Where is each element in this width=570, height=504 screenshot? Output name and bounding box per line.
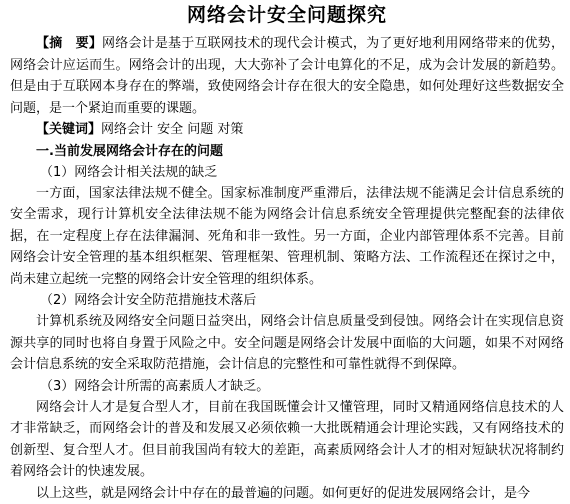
abstract-label: 【摘 要】 <box>36 36 102 51</box>
section-heading-1: 一.当前发展网络会计存在的问题 <box>10 141 564 162</box>
subsection-paragraph-2: 计算机系统及网络安全问题日益突出，网络会计信息质量受到侵蚀。网络会计在实现信息资源共享的同时也将自身置于风险之中。安全问题是网络会计发展中面临的大问题，如果不对网络会计信息系统的安全采取防范措施，会计信息的完整性和可靠性就得不到保障。 <box>10 311 564 376</box>
subsection-heading-2: （2）网络会计安全防范措施技术落后 <box>10 290 564 311</box>
subsection-heading-3: （3）网络会计所需的高素质人才缺乏。 <box>10 376 564 397</box>
keywords-label: 【关键词】 <box>36 122 101 137</box>
abstract-paragraph <box>10 33 564 119</box>
abstract-text: 网络会计是基于互联网技术的现代会计模式，为了更好地利用网络带来的优势，网络会计应运而生。网络会计的出现，大大弥补了会计电算化的不足，成为会计发展的新趋势。但是由于互联网本身存在的弊端，致使网络会计存在很大的安全隐患，如何处理好这些数据安全问题，是一个紧迫而重要的课题。 <box>10 36 564 116</box>
keywords-line <box>10 119 564 141</box>
keywords-text: 网络会计 安全 问题 对策 <box>101 122 243 137</box>
document-title: 网络会计安全问题探究 <box>10 3 564 27</box>
subsection-heading-1: （1）网络会计相关法规的缺乏 <box>10 162 564 183</box>
document-page <box>10 0 564 504</box>
closing-paragraph: 以上这些，就是网络会计中存在的最普遍的问题。如何更好的促进发展网络会计，是今 <box>10 483 564 504</box>
subsection-paragraph-1: 一方面，国家法律法规不健全。国家标准制度严重滞后，法律法规不能满足会计信息系统的安全需求，现行计算机安全法律法规不能为网络会计信息系统安全管理提供完整配套的法律依据，在一定程度上存在法律漏洞、死角和非一致性。另一方面，企业内部管理体系不完善。目前网络会计安全管理的基本组织框架、管理框架、管理机制、策略方法、工作流程还在探讨之中，尚未建立起统一完整的网络会计安全管理的组织体系。 <box>10 183 564 291</box>
subsection-paragraph-3: 网络会计人才是复合型人才，目前在我国既懂会计又懂管理，同时又精通网络信息技术的人才非常缺乏，而网络会计的普及和发展又必须依赖一大批既精通会计理论实践，又有网络技术的创新型、复合型人才。但目前我国尚有较大的差距，高素质网络会计人才的相对短缺状况将制约着网络会计的快速发展。 <box>10 397 564 483</box>
